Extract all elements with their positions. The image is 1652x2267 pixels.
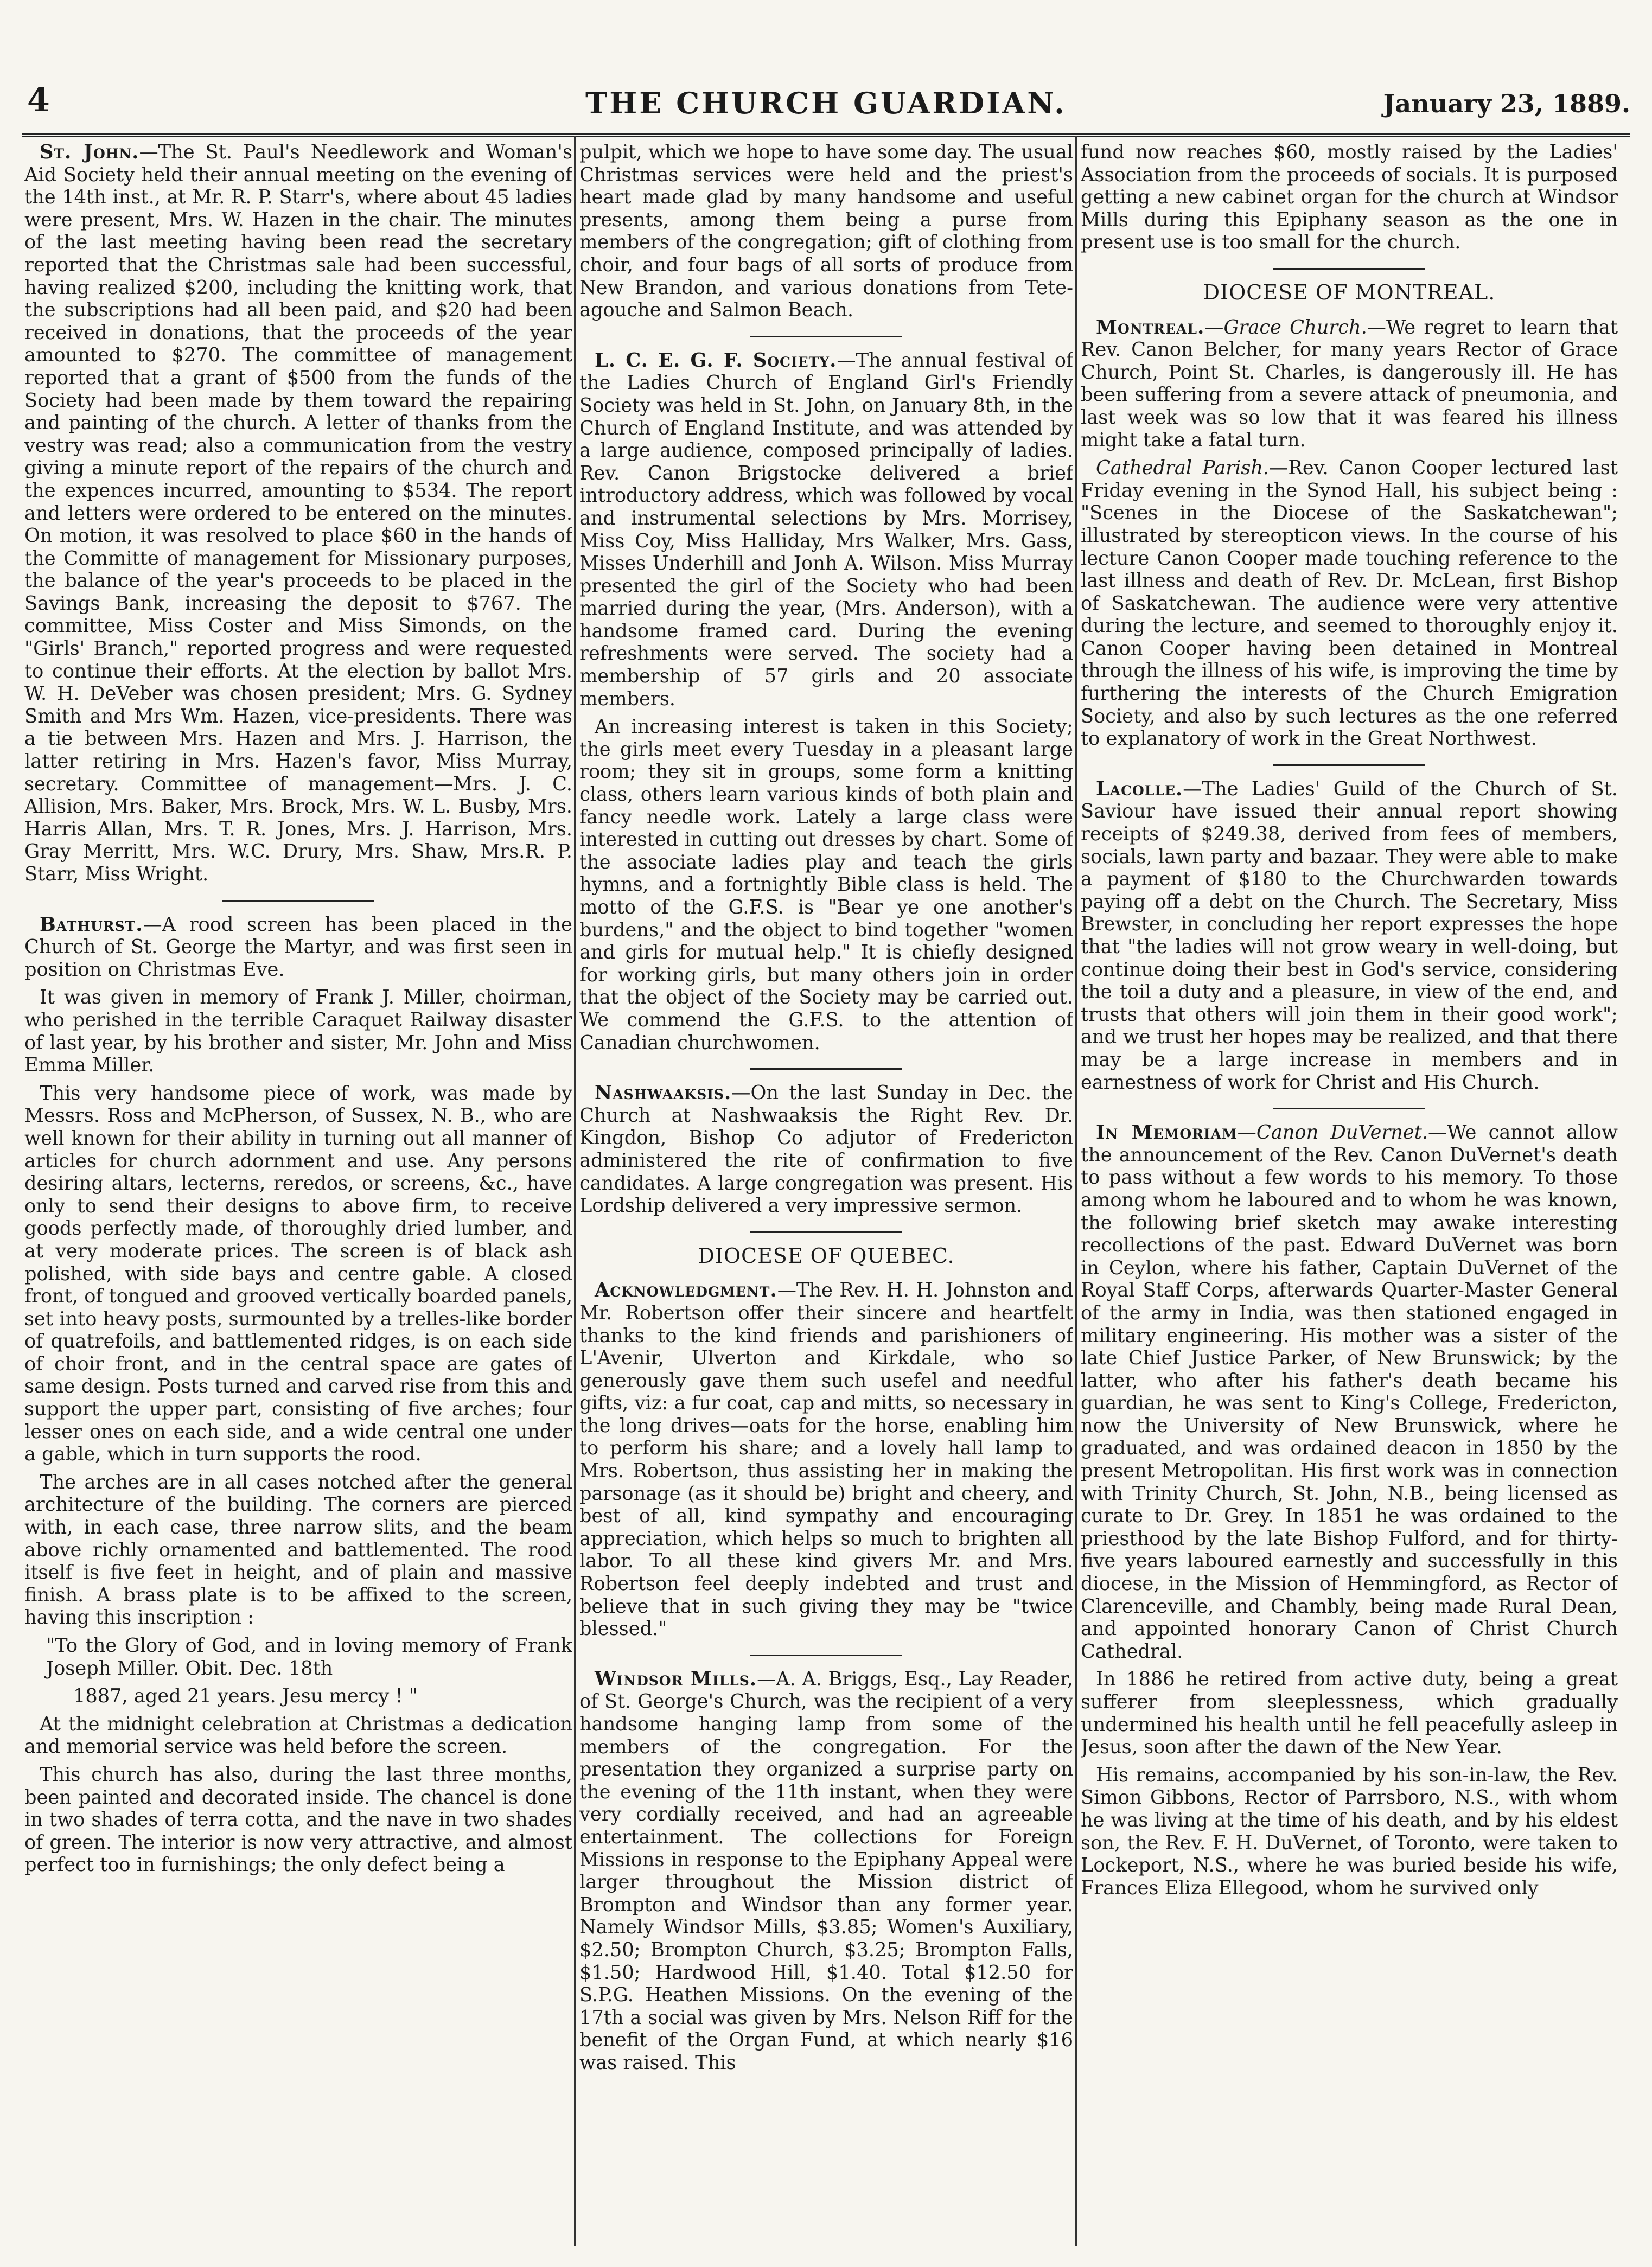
article-nashwaaksis [579,1082,1073,1217]
section-separator [1273,1108,1425,1109]
article-subhead: —Grace Church. [1204,316,1367,339]
inscription-line: "To the Glory of God, and in loving memory of Frank Joseph Miller. Obit. Dec. 18th [46,1634,572,1680]
paragraph: This very handsome piece of work, was made by Messrs. Ross and McPherson, of Sussex, N. B., who are well known for their ability in turning out all manner of articles for church adornment and use. Any persons desiring altars, lecterns, reredos, or screens, &c., have only to send their designs to above firm, to receive goods perfectly made, of thoroughly dried lumber, and at very moderate prices. The screen is of black ash polished, with side bays and centre gable. A closed front, of tongued and grooved vertically boarded panels, set into heavy posts, surmounted by a trelles-like border of quatrefoils, and battlemented ridges, is on each side of choir front, and in the central space are gates of same design. Posts turned and carved rise from this and support the upper part, consisting of five arches; four lesser ones on each side, and a wide central one under a gable, which in turn supports the rood. [24,1082,572,1466]
article-text: —The St. Paul's Needlework and Woman's Aid Society held their annual meeting on the evening of the 14th inst., at Mr. R. P. Starr's, where about 45 ladies were present, Mrs. W. Hazen in the chair. The minutes of the last meeting having been read the secretary reported that the Christmas sale had been successful, having realized $200, including the knitting work, that the subscriptions had all been paid, and $20 had been received in donations, that the proceeds of the year amounted to $270. The committee of management reported that a grant of $500 from the funds of the Society had been made by them toward the repairing and painting of the church. A letter of thanks from the vestry was read; also a communication from the vestry giving a minute report of the repairs of the church and the expences incurred, amounting to $534. The report and letters were ordered to be entered on the minutes. On motion, it was resolved to place $60 in the hands of the Committe of management for Missionary purposes, the balance of the year's proceeds to be placed in the Savings Bank, increasing the deposit to $767. The committee, Miss Coster and Miss Simonds, on the "Girls' Branch," reported progress and were requested to continue their efforts. At the election by ballot Mrs. W. H. DeVeber was chosen president; Mrs. G. Sydney Smith and Mrs Wm. Hazen, vice-presidents. There was a tie between Mrs. Hazen and Mrs. J. Harrison, the latter retiring in Mrs. Hazen's favor, Miss Murray, secretary. Committee of management—Mrs. J. C. Allision, Mrs. Baker, Mrs. Brock, Mrs. W. L. Busby, Mrs. Harris Allan, Mrs. T. R. Jones, Mrs. J. Harrison, Mrs. Gray Merritt, Mrs. W.C. Drury, Mrs. Shaw, Mrs.R. P. Starr, Miss Wright. [24,141,572,885]
article-dateline: Windsor Mills. [595,1668,757,1690]
paragraph: The arches are in all cases notched after the general architecture of the building. The corners are pierced with, in each case, three narrow slits, and the beam above richly ornamented and battlemented. The rood itself is five feet in height, and of plain and massive finish. A brass plate is to be affixed to the screen, having this inscription : [24,1471,572,1629]
article-dateline: Bathurst. [40,913,143,936]
article-text: —We regret to learn that Rev. Canon Belcher, for many years Rector of Grace Church, Point St. Charles, is dangerously ill. He has been suffering from a severe attack of pneumonia, and last week was so low that it was feared his illness might take a fatal turn. [1081,316,1618,451]
section-separator [222,900,374,902]
paragraph: At the midnight celebration at Christmas a dedication and memorial service was held before the screen. [24,1713,572,1758]
article-dateline: St. John. [40,141,139,163]
article-dateline: Montreal. [1096,316,1205,339]
article-cathedral-parish [1081,457,1618,750]
paragraph: pulpit, which we hope to have some day. The usual Christmas services were held and the priest's heart made glad by many handsome and useful presents, among them being a purse from members of the congregation; gift of clothing from choir, and four bags of all sorts of produce from New Brandon, and various donations from Tete-agouche and Salmon Beach. [579,141,1073,322]
article-subhead: —Canon DuVernet. [1237,1121,1428,1144]
column-1 [24,141,572,2246]
article-windsor-mills [579,1668,1073,2074]
column-rule [574,136,576,2246]
paragraph: fund now reaches $60, mostly raised by the Ladies' Association from the proceeds of socials. It is purposed getting a new cabinet organ for the church at Windsor Mills during this Epiphany season as the one in present use is too small for the church. [1081,141,1618,254]
article-in-memoriam [1081,1121,1618,1663]
article-acknowledgment [579,1279,1073,1640]
article-subhead: Cathedral Parish. [1096,457,1270,480]
inscription-line: 1887, aged 21 years. Jesu mercy ! " [73,1685,418,1708]
article-text: —A. A. Briggs, Esq., Lay Reader, of St. George's Church, was the recipient of a very handsome hanging lamp from some of the members of the congregation. For the presentation they organized a surprise party on the evening of the 11th instant, when they were very cordially received, and had an agreeable entertainment. The collections for Foreign Missions in response to the Epiphany Appeal were larger throughout the Mission district of Brompton and Windsor than any former year. Namely Windsor Mills, $3.85; Women's Auxiliary, $2.50; Brompton Church, $3.25; Brompton Falls, $1.50; Hardwood Hill, $1.40. Total $12.50 for S.P.G. Heathen Missions. On the evening of the 17th a social was given by Mrs. Nelson Riff for the benefit of the Organ Fund, at which nearly $16 was raised. This [579,1668,1073,2074]
article-lacolle [1081,778,1618,1094]
issue-date: January 23, 1889. [1383,89,1630,118]
column-rule [1075,136,1077,2246]
article-text: —The Ladies' Guild of the Church of St. Saviour have issued their annual report showing receipts of $249.38, derived from fees of members, socials, lawn party and bazaar. They were able to make a payment of $180 to the Churchwarden towards paying off a debt on the Church. The Secretary, Miss Brewster, in concluding her report expresses the hope that "the ladies will not grow weary in well-doing, but continue doing their best in God's service, considering the toil a duty and a pleasure, in view of the end, and trusts that others will join them in their good work"; and we trust her hopes may be realized, and that there may be a large increase in members and in earnestness of work for Christ and His Church. [1081,777,1618,1094]
article-dateline: Lacolle. [1096,777,1183,800]
paragraph: It was given in memory of Frank J. Miller, choirman, who perished in the terrible Caraquet Railway disaster of last year, by his brother and sister, Mr. John and Miss Emma Miller. [24,986,572,1077]
section-separator [750,336,902,337]
article-dateline: Nashwaaksis. [595,1082,732,1104]
article-text: —We cannot allow the announcement of the Rev. Canon DuVernet's death to pass without a few words to his memory. To those among whom he laboured and to whom he was known, the following brief sketch may awake interesting recollections of the past. Edward DuVernet was born in Ceylon, where his father, Captain DuVernet of the Royal Staff Corps, afterwards Quarter-Master General of the army in India, was then stationed engaged in military engineering. His mother was a sister of the late Chief Justice Parker, of New Brunswick; by the latter, who after his father's death became his guardian, he was sent to King's College, Fredericton, now the University of New Brunswick, where he graduated, and was ordained deacon in 1850 by the present Metropolitan. His first work was in connection with Trinity Church, St. John, N.B., being licensed as curate to Dr. Grey. In 1851 he was ordained to the priesthood by the late Bishop Fulford, and for thirty-five years laboured earnestly and successfully in this diocese, in the Mission of Hemmingford, as Rector of Clarenceville, and Chambly, being made Rural Dean, and appointed honorary Canon of Christ Church Cathedral. [1081,1121,1618,1663]
article-montreal [1081,316,1618,452]
article-text: —On the last Sunday in Dec. the Church at Nashwaaksis the Right Rev. Dr. Kingdon, Bishop Co adjutor of Fredericton administered the rite of confirmation to five candidates. A large congregation was present. His Lordship delivered a very impressive sermon. [579,1082,1073,1217]
article-st-john [24,141,572,886]
section-heading-montreal: DIOCESE OF MONTREAL. [1203,280,1496,304]
page-number: 4 [27,81,50,119]
paragraph: An increasing interest is taken in this Society; the girls meet every Tuesday in a pleasant large room; they sit in groups, some form a knitting class, others learn various kinds of both plain and fancy needle work. Lately a large class were interested in cutting out dresses by chart. Some of the associate ladies play and teach the girls hymns, and a fortnightly Bible class is held. The motto of the G.F.S. is "Bear ye one another's burdens," and the object to bind together "women and girls for mutual help." It is chiefly designed for working girls, but many others join in order that the object of the Society may be carried out. We commend the G.F.S. to the attention of Canadian churchwomen. [579,716,1073,1054]
masthead [22,81,1630,137]
column-3 [1081,141,1618,2246]
newspaper-title: THE CHURCH GUARDIAN. [585,86,1067,120]
section-separator [750,1068,902,1070]
section-separator [750,1655,902,1656]
section-separator [1273,268,1425,270]
section-separator [750,1231,902,1233]
article-dateline: In Memoriam [1096,1121,1238,1144]
article-text: —The Rev. H. H. Johnston and Mr. Robertson offer their sincere and heartfelt thanks to the kind friends and parishioners of L'Avenir, Ulverton and Kirkdale, who so generously gave them such usefel and needful gifts, viz: a fur coat, cap and mitts, so necessary in the long drives—oats for the horse, enabling him to perform his share; and a lovely hall lamp to Mrs. Robertson, thus assisting her in making the parsonage (as it should be) bright and cheery, and best of all, kind sympathy and encouraging appreciation, which helps so much to brighten all labor. To all these kind givers Mr. and Mrs. Robertson feel deeply indebted and trust and believe that in such giving they may be "twice blessed." [579,1279,1073,1640]
article-text: —A rood screen has been placed in the Church of St. George the Martyr, and was first seen in position on Christmas Eve. [24,913,572,981]
article-dateline: L. C. E. G. F. Society. [595,349,837,372]
paragraph: His remains, accompanied by his son-in-law, the Rev. Simon Gibbons, Rector of Parrsboro, N.S., with whom he was living at the time of his death, and by his eldest son, the Rev. F. H. DuVernet, of Toronto, were taken to Lockeport, N.S., where he was buried beside his wife, Frances Eliza Ellegood, whom he survived only [1081,1764,1618,1899]
article-text: —The annual festival of the Ladies Church of England Girl's Friendly Society was held in St. John, on January 8th, in the Church of England Institute, and was attended by a large audience, composed principally of ladies. Rev. Canon Brigstocke delivered a brief introductory address, which was followed by vocal and instrumental selections by Mrs. Morrisey, Miss Coy, Miss Halliday, Mrs Walker, Mrs. Gass, Misses Underhill and Jonh A. Wilson. Miss Murray presented the girl of the Society who had been married during the year, (Mrs. Anderson), with a handsome framed card. During the evening refreshments were served. The society had a membership of 57 girls and 20 associate members. [579,349,1073,710]
article-gfs [579,349,1073,711]
article-bathurst [24,914,572,981]
article-dateline: Acknowledgment. [595,1279,777,1302]
column-2 [579,141,1073,2246]
section-separator [1273,764,1425,766]
article-text: —Rev. Canon Cooper lectured last Friday evening in the Synod Hall, his subject being : "Scenes in the Diocese of the Saskatchewan"; illustrated by stereopticon views. In the course of his lecture Canon Cooper made touching reference to the last illness and death of Rev. Dr. McLean, first Bishop of Saskatchewan. The audience were very attentive during the lecture, and seemed to thoroughly enjoy it. Canon Cooper having been detained in Montreal through the illness of his wife, is improving the time by furthering the interests of the Church Emigration Society, and also by such lectures as the one referred to explanatory of work in the Great Northwest. [1081,457,1618,750]
section-heading-quebec: DIOCESE OF QUEBEC. [698,1243,955,1268]
paragraph: This church has also, during the last three months, been painted and decorated inside. The chancel is done in two shades of terra cotta, and the nave in two shades of green. The interior is now very attractive, and almost perfect too in furnishings; the only defect being a [24,1763,572,1876]
paragraph: In 1886 he retired from active duty, being a great sufferer from sleeplessness, which gradually undermined his health until he fell peacefully asleep in Jesus, soon after the dawn of the New Year. [1081,1668,1618,1759]
